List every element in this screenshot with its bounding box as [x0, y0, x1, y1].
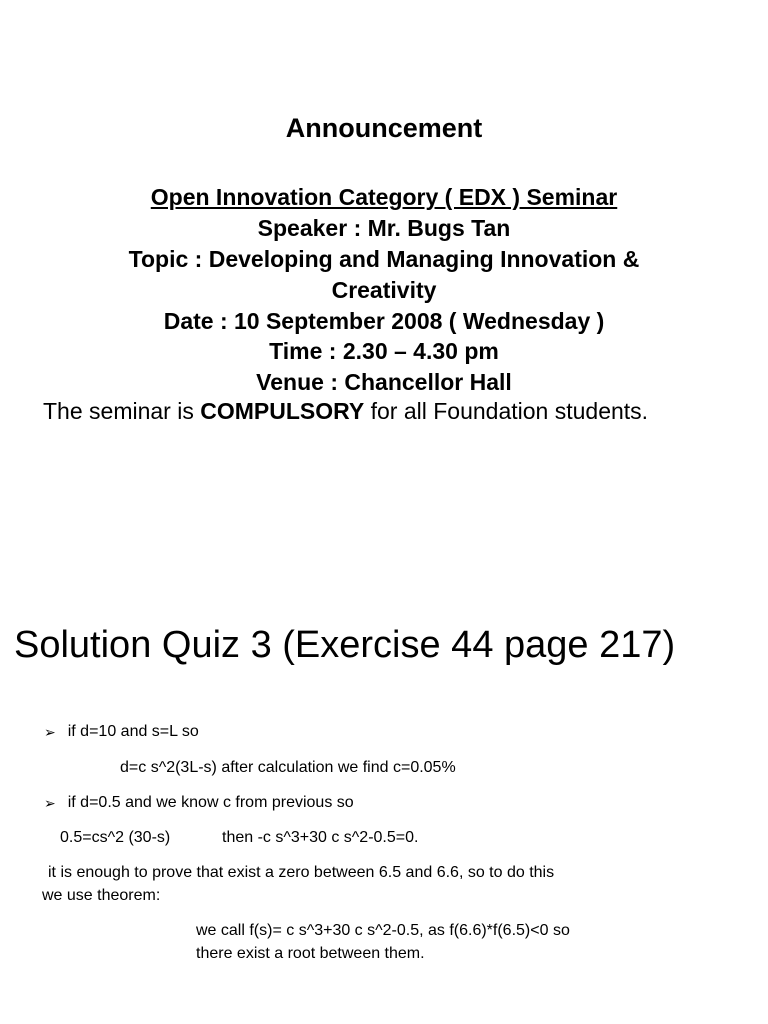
announcement-heading: Announcement: [285, 113, 483, 143]
solution-line-8: there exist a root between them.: [196, 945, 425, 962]
solution-line-2: d=c s^2(3L-s) after calculation we find c=0.05%: [120, 759, 456, 776]
bullet-2-text: if d=0.5 and we know c from previous so: [67, 794, 354, 811]
compulsory-notice: [43, 398, 648, 425]
solution-line-4b: then -c s^3+30 c s^2-0.5=0.: [222, 829, 419, 846]
topic-line-1: Topic : Developing and Managing Innovation &: [128, 246, 640, 272]
solution-line-7: we call f(s)= c s^3+30 c s^2-0.5, as f(6.6)*f(6.5)<0 so: [196, 922, 570, 939]
solution-line-5: it is enough to prove that exist a zero between 6.5 and 6.6, so to do this: [48, 864, 555, 881]
arrow-bullet-icon: ➢: [44, 723, 56, 740]
time-line: Time : 2.30 – 4.30 pm: [269, 338, 499, 364]
seminar-title: [0, 182, 768, 213]
arrow-bullet-icon: ➢: [44, 794, 56, 811]
notice-prefix: The seminar is: [43, 398, 201, 424]
seminar-title-text: Open Innovation Category ( EDX ) Seminar: [150, 184, 618, 210]
solution-line-4a: 0.5=cs^2 (30-s): [60, 829, 171, 846]
bullet-1-text: if d=10 and s=L so: [67, 723, 199, 740]
solution-bullet-2: [44, 794, 354, 812]
solution-title: Solution Quiz 3 (Exercise 44 page 217): [14, 624, 676, 666]
solution-line-6: we use theorem:: [42, 887, 161, 904]
venue-line: Venue : Chancellor Hall: [256, 369, 512, 395]
topic-line-2: Creativity: [331, 277, 437, 303]
date-line: Date : 10 September 2008 ( Wednesday ): [163, 308, 605, 334]
solution-bullet-1: [44, 723, 199, 741]
notice-suffix: for all Foundation students.: [364, 398, 649, 424]
notice-emphasis: COMPULSORY: [200, 398, 365, 424]
speaker-line: Speaker : Mr. Bugs Tan: [257, 215, 511, 241]
